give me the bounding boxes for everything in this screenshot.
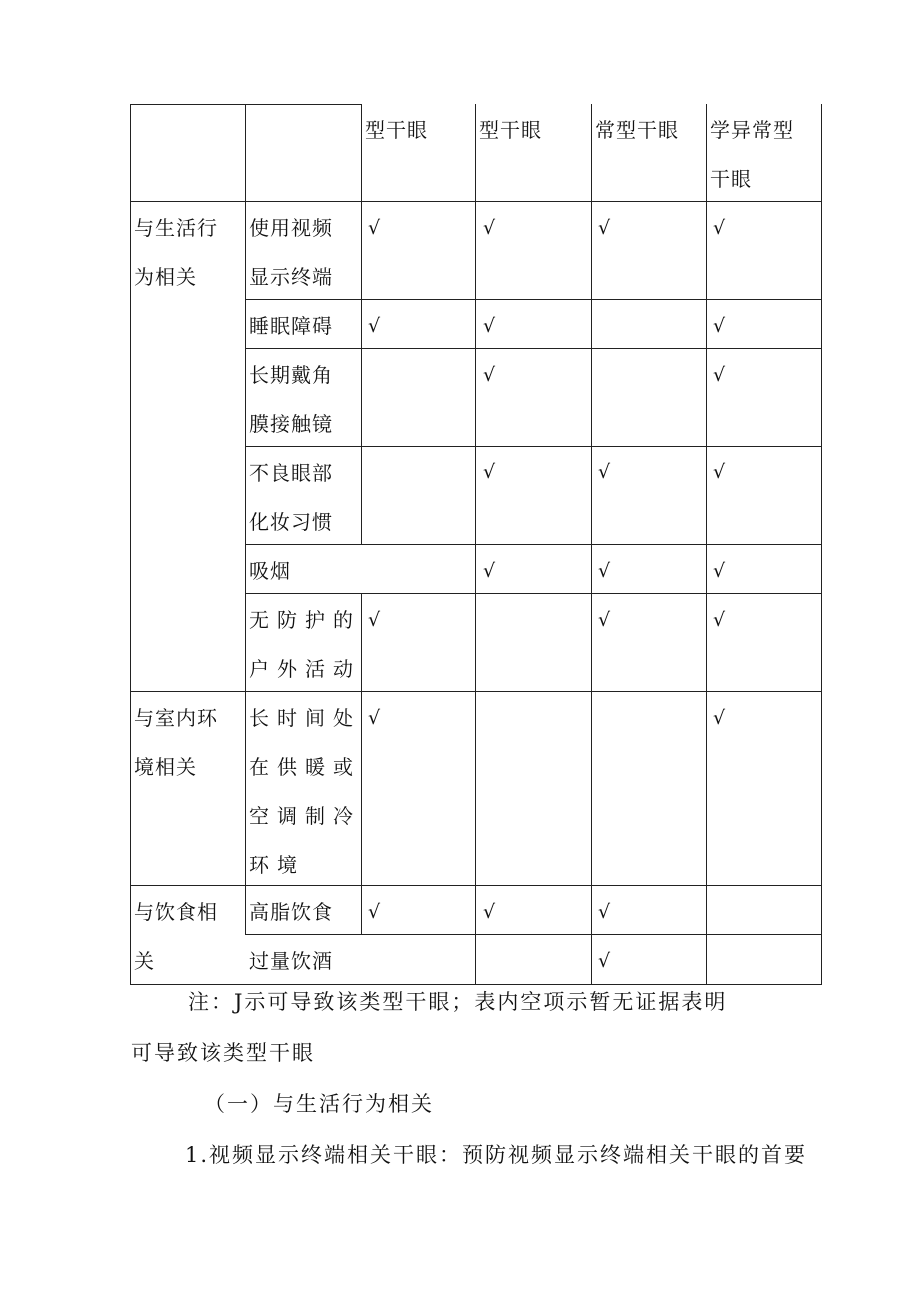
header-col-3: 常型干眼 — [595, 118, 679, 142]
header-col-4: 学异常型干眼 — [710, 118, 794, 191]
check-mark: √ — [483, 217, 496, 239]
factor-outdoor: 无防护的户外活动 — [249, 608, 361, 681]
check-mark: √ — [598, 901, 611, 923]
check-mark: √ — [598, 950, 611, 972]
check-mark: √ — [713, 364, 726, 386]
check-mark: √ — [368, 315, 381, 337]
check-mark: √ — [713, 609, 726, 631]
factor-smoking: 吸烟 — [249, 559, 291, 583]
check-mark: √ — [368, 707, 381, 729]
check-mark: √ — [368, 609, 381, 631]
table-note-line-2: 可导致该类型干眼 — [131, 1041, 315, 1065]
check-mark: √ — [598, 461, 611, 483]
factor-vdt: 使用视频显示终端 — [249, 216, 333, 289]
factor-contact-lens: 长期戴角膜接触镜 — [249, 363, 333, 436]
check-mark: √ — [598, 609, 611, 631]
header-col-2: 型干眼 — [479, 118, 542, 142]
check-mark: √ — [483, 461, 496, 483]
check-mark: √ — [483, 364, 496, 386]
check-mark: √ — [368, 901, 381, 923]
check-mark: √ — [483, 560, 496, 582]
check-mark: √ — [713, 217, 726, 239]
header-col-1: 型干眼 — [365, 118, 428, 142]
factor-alcohol: 过量饮酒 — [249, 949, 333, 973]
factor-sleep: 睡眠障碍 — [249, 314, 333, 338]
group-diet: 与饮食相关 — [134, 900, 218, 973]
body-paragraph: 1.视频显示终端相关干眼：预防视频显示终端相关干眼的首要 — [185, 1143, 808, 1167]
check-mark: √ — [713, 560, 726, 582]
check-mark: √ — [483, 901, 496, 923]
factor-heating-ac: 长时间处在供暖或空调制冷环境 — [249, 706, 361, 877]
check-mark: √ — [713, 707, 726, 729]
factor-makeup: 不良眼部化妆习惯 — [249, 461, 333, 534]
check-mark: √ — [713, 461, 726, 483]
section-heading: （一）与生活行为相关 — [204, 1092, 434, 1116]
check-mark: √ — [598, 217, 611, 239]
check-mark: √ — [368, 217, 381, 239]
table-note-line-1: 注：J示可导致该类型干眼；表内空项示暂无证据表明 — [188, 990, 728, 1014]
check-mark: √ — [598, 560, 611, 582]
factor-high-fat: 高脂饮食 — [249, 900, 333, 924]
group-indoor: 与室内环境相关 — [134, 706, 218, 779]
check-mark: √ — [483, 315, 496, 337]
check-mark: √ — [713, 315, 726, 337]
group-lifestyle: 与生活行为相关 — [134, 216, 218, 289]
